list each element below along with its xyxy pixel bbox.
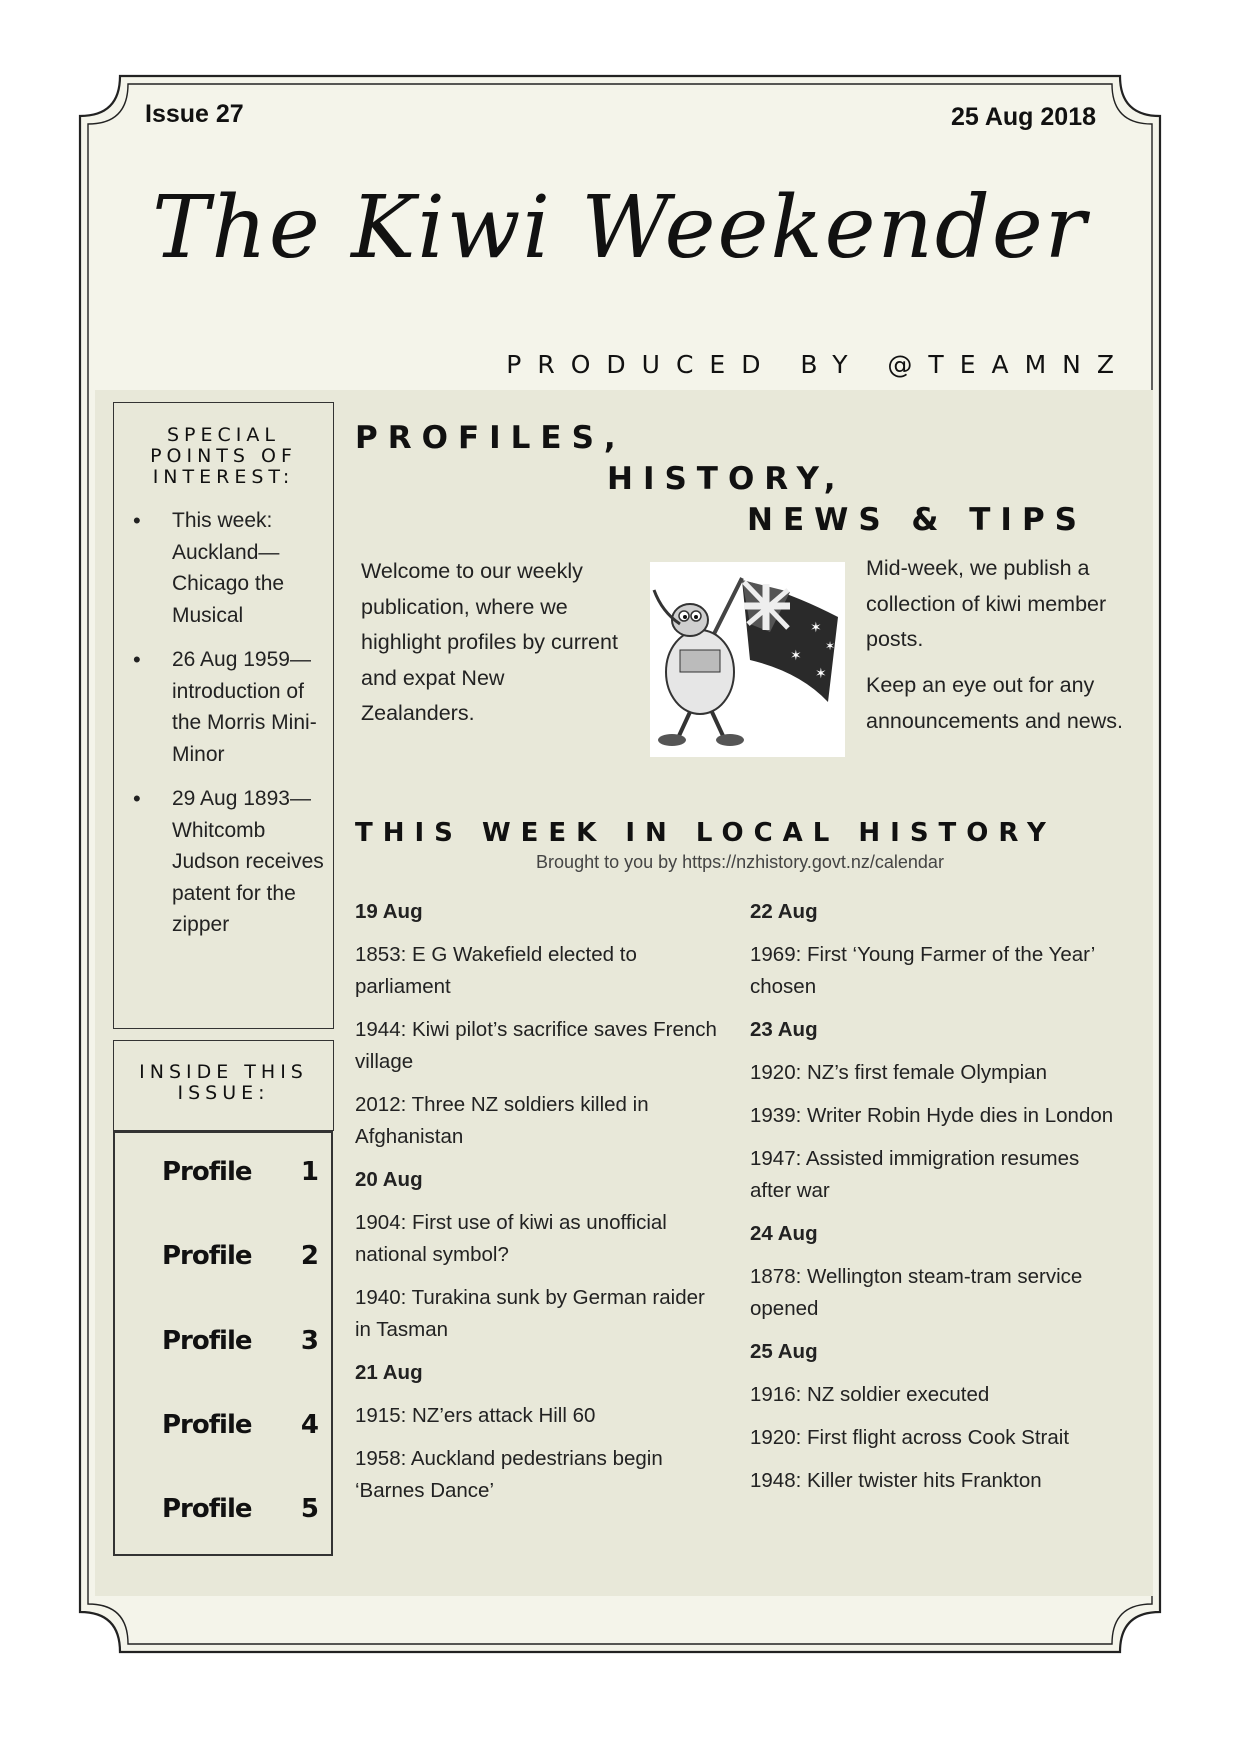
intro-right-text-1: Mid-week, we publish a collection of kiwi member posts. (866, 556, 1107, 651)
kiwi-flag-image (650, 562, 845, 757)
intro-left-text: Welcome to our weekly publication, where we highlight profiles by current and expat New Zealanders. (361, 559, 618, 725)
intro-right-text-2: Keep an eye out for any announcements and news. (866, 673, 1123, 733)
history-event: 1916: NZ soldier executed (750, 1383, 990, 1406)
headline-line-2: HISTORY, (607, 461, 846, 497)
special-points-list (124, 505, 324, 954)
history-column-left (355, 896, 725, 1518)
toc-item-1[interactable]: Profile 1 (162, 1157, 318, 1187)
toc-item-3[interactable]: Profile 3 (162, 1326, 318, 1356)
list-item: • 29 Aug 1893—Whitcomb Judson receives patent for the zipper (124, 783, 324, 941)
history-event: 1969: First ‘Young Farmer of the Year’ chosen (750, 943, 1095, 998)
history-event: 1853: E G Wakefield elected to parliament (355, 943, 637, 998)
issue-date: 25 Aug 2018 (951, 103, 1096, 131)
list-item: • 26 Aug 1959—introduction of the Morris Mini-Minor (124, 644, 324, 770)
history-date-heading: 24 Aug (750, 1222, 818, 1245)
toc-item-4[interactable]: Profile 4 (162, 1410, 318, 1440)
toc-item-5[interactable]: Profile 5 (162, 1494, 318, 1524)
history-event: 1920: First flight across Cook Strait (750, 1426, 1070, 1449)
inside-issue-title: INSIDE THIS ISSUE: (139, 1061, 308, 1104)
headline-line-1: PROFILES, (355, 420, 626, 456)
list-item: • This week: Auckland—Chicago the Musical (124, 505, 324, 631)
history-event: 1958: Auckland pedestrians begin ‘Barnes Dance’ (355, 1447, 663, 1502)
issue-number: Issue 27 (145, 100, 244, 128)
history-source-note: Brought to you by https://nzhistory.govt.nz/calendar (536, 852, 944, 872)
headline-line-3: NEWS & TIPS (747, 502, 1087, 538)
svg-text:✶: ✶ (825, 639, 836, 653)
history-date-heading: 21 Aug (355, 1361, 423, 1384)
history-column-right (750, 896, 1120, 1508)
svg-text:✶: ✶ (810, 619, 822, 635)
svg-text:✶: ✶ (815, 665, 827, 681)
history-event: 1944: Kiwi pilot’s sacrifice saves French village (355, 1018, 717, 1073)
kiwi-with-flag-icon (650, 562, 845, 757)
history-event: 1948: Killer twister hits Frankton (750, 1469, 1042, 1492)
toc-item-2[interactable]: Profile 2 (162, 1241, 318, 1271)
history-section-title: THIS WEEK IN LOCAL HISTORY (355, 818, 1056, 848)
history-event: 1940: Turakina sunk by German raider in Tasman (355, 1286, 705, 1341)
history-date-heading: 19 Aug (355, 900, 423, 923)
produced-by-line: PRODUCED BY @TEAMNZ (506, 350, 1130, 379)
history-event: 1939: Writer Robin Hyde dies in London (750, 1104, 1114, 1127)
history-date-heading: 22 Aug (750, 900, 818, 923)
history-event: 1920: NZ’s first female Olympian (750, 1061, 1047, 1084)
history-event: 2012: Three NZ soldiers killed in Afghanistan (355, 1093, 649, 1148)
history-event: 1878: Wellington steam-tram service opened (750, 1265, 1083, 1320)
history-event: 1904: First use of kiwi as unofficial national symbol? (355, 1211, 667, 1266)
history-date-heading: 23 Aug (750, 1018, 818, 1041)
history-date-heading: 20 Aug (355, 1168, 423, 1191)
special-points-title: SPECIAL POINTS OF INTEREST: (150, 424, 297, 488)
svg-text:✶: ✶ (790, 647, 802, 663)
history-event: 1947: Assisted immigration resumes after war (750, 1147, 1080, 1202)
history-event: 1915: NZ’ers attack Hill 60 (355, 1404, 596, 1427)
newsletter-title: The Kiwi Weekender (152, 178, 1088, 278)
history-date-heading: 25 Aug (750, 1340, 818, 1363)
